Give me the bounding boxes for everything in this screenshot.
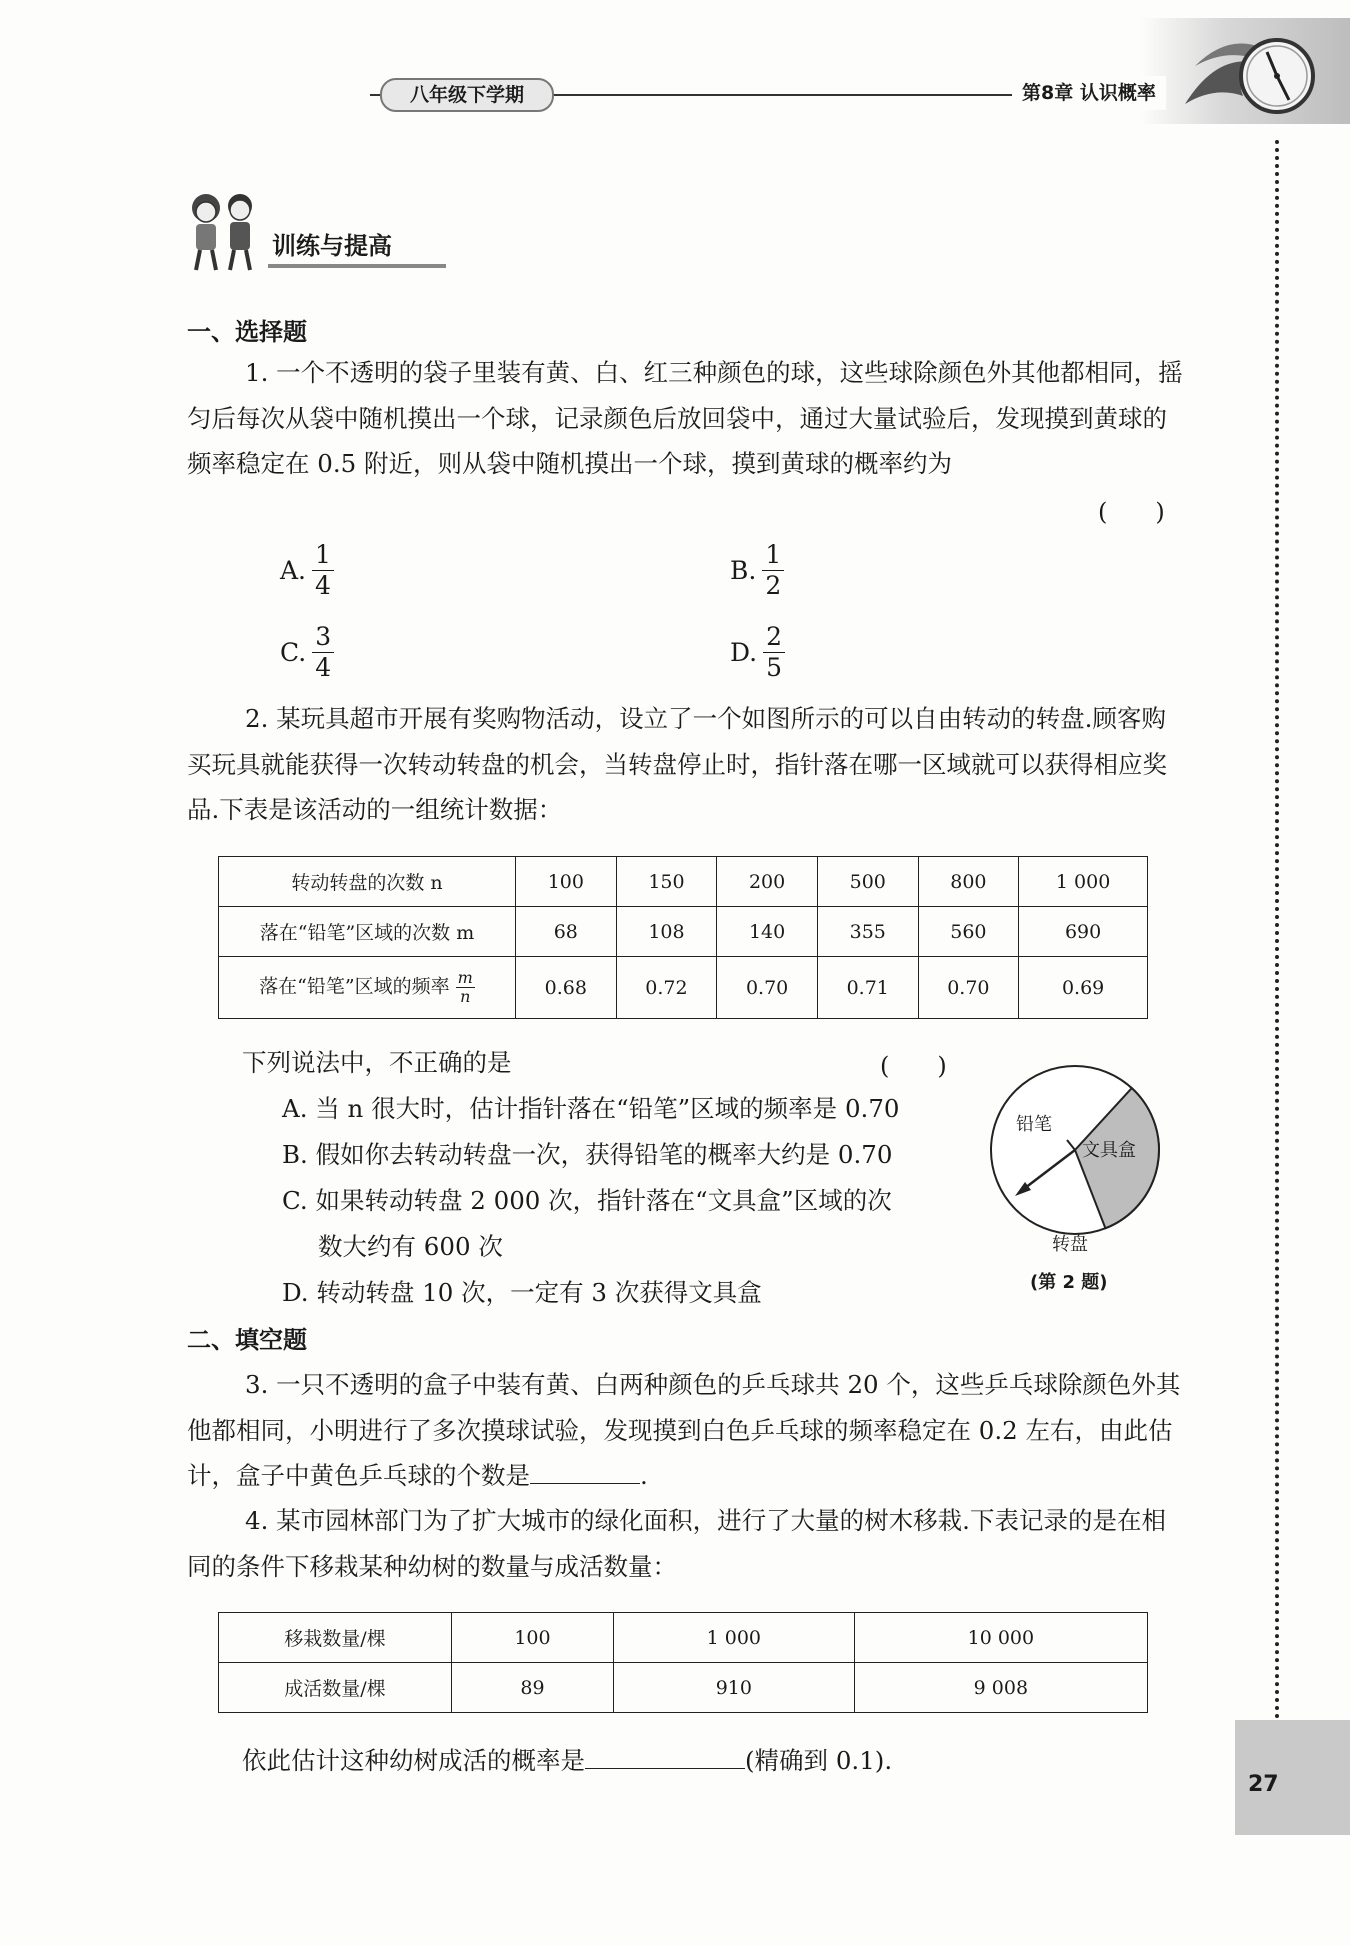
question-3-answer-blank[interactable] [530,1453,640,1484]
page-number: 27 [1248,1772,1279,1797]
table-row-label: 转动转盘的次数 n [219,857,516,907]
table-cell: 690 [1019,907,1148,957]
question-4-answer-blank[interactable] [585,1738,745,1769]
question-1-answer-paren: ( ) [1098,498,1165,526]
question-2-option-c[interactable]: C. 如果转动转盘 2 000 次，指针落在“文具盒”区域的次 [282,1186,892,1215]
question-2-option-d[interactable]: D. 转动转盘 10 次，一定有 3 次获得文具盒 [282,1278,762,1307]
children-icon [178,186,270,276]
question-1-text: 1. 一个不透明的袋子里装有黄、白、红三种颜色的球，这些球除颜色外其他都相同，摇匀后每次从袋中随机摸出一个球，记录颜色后放回袋中，通过大量试验后，发现摸到黄球的频率稳定在 0.5 附近，则从袋中随机摸出一个球，摸到黄球的概率约为 [187,358,1183,478]
table-cell: 0.68 [516,957,617,1019]
question-1-option-b[interactable]: B. $\frac{1}{2}$ [730,540,784,601]
question-4-table [218,1612,1148,1713]
table-cell: 89 [452,1663,614,1713]
table-row-label: 移栽数量/棵 [219,1613,452,1663]
table-row [219,1663,1148,1713]
spinner-figure [985,1060,1165,1240]
table-cell: 108 [616,907,717,957]
question-2-option-c-continued: 数大约有 600 次 [318,1232,503,1261]
table-cell: 100 [516,857,617,907]
table-cell: 9 008 [854,1663,1147,1713]
clock-runner-icon [1175,26,1325,122]
section-title-fill: 二、填空题 [187,1326,307,1354]
table-cell: 1 000 [613,1613,854,1663]
table-cell: 68 [516,907,617,957]
question-2-answer-paren: ( ) [880,1052,947,1080]
table-cell: 910 [613,1663,854,1713]
question-2-option-a[interactable]: A. 当 n 很大时，估计指针落在“铅笔”区域的频率是 0.70 [282,1094,900,1123]
section-banner-title: 训练与提高 [272,232,392,260]
spinner-label: 转盘 [1052,1234,1088,1255]
table-cell: 0.70 [717,957,818,1019]
table-cell: 150 [616,857,717,907]
table-cell: 200 [717,857,818,907]
table-row-label: 落在“铅笔”区域的频率 $\frac{m}{n}$ [219,957,516,1019]
header-grade: 八年级下学期 [380,78,554,112]
table-row [219,1613,1148,1663]
table-row [219,907,1148,957]
question-2-text: 2. 某玩具超市开展有奖购物活动，设立了一个如图所示的可以自由转动的转盘.顾客购买玩具就能获得一次转动转盘的机会，当转盘停止时，指针落在哪一区域就可以获得相应奖品.下表是该活动的一组统计数据： [187,704,1167,824]
question-3-text: 3. 一只不透明的盒子中装有黄、白两种颜色的乒乓球共 20 个，这些乒乓球除颜色外其他都相同，小明进行了多次摸球试验，发现摸到白色乒乓球的频率稳定在 0.2 左右，由此估计，盒子中黄色乒乓球的个数是 . [187,1370,1181,1490]
question-4-text: 4. 某市园林部门为了扩大城市的绿化面积，进行了大量的树木移栽.下表记录的是在相同的条件下移栽某种幼树的数量与成活数量： [187,1506,1166,1581]
table-row-label: 落在“铅笔”区域的次数 m [219,907,516,957]
table-cell: 0.72 [616,957,717,1019]
spinner-label-box: 文具盒 [1082,1140,1136,1161]
question-1-option-c[interactable]: C. $\frac{3}{4}$ [280,622,334,683]
header-chapter: 第8章 认识概率 [1012,76,1166,110]
table-cell: 0.70 [918,957,1019,1019]
question-4-answer-line: 依此估计这种幼树成活的概率是 (精确到 0.1). [242,1738,892,1784]
figure-caption: (第 2 题) [1030,1272,1108,1293]
table-row [219,957,1148,1019]
question-1-option-d[interactable]: D. $\frac{2}{5}$ [730,622,785,683]
table-row [219,857,1148,907]
table-cell: 10 000 [854,1613,1147,1663]
table-cell: 560 [918,907,1019,957]
spinner-label-pencil: 铅笔 [1016,1114,1052,1135]
question-2-prompt: 下列说法中，不正确的是 [242,1048,512,1077]
table-cell: 100 [452,1613,614,1663]
table-cell: 1 000 [1019,857,1148,907]
table-cell: 140 [717,907,818,957]
margin-dotted-line [1275,140,1279,1720]
table-row-label: 成活数量/棵 [219,1663,452,1713]
question-2-option-b[interactable]: B. 假如你去转动转盘一次，获得铅笔的概率大约是 0.70 [282,1140,893,1169]
table-cell: 800 [918,857,1019,907]
table-cell: 355 [817,907,918,957]
table-cell: 0.71 [817,957,918,1019]
question-2-table [218,856,1148,1019]
table-cell: 0.69 [1019,957,1148,1019]
question-1-option-a[interactable]: A. $\frac{1}{4}$ [280,540,334,601]
table-cell: 500 [817,857,918,907]
section-title-choice: 一、选择题 [187,318,307,346]
section-banner-rule [268,264,446,268]
